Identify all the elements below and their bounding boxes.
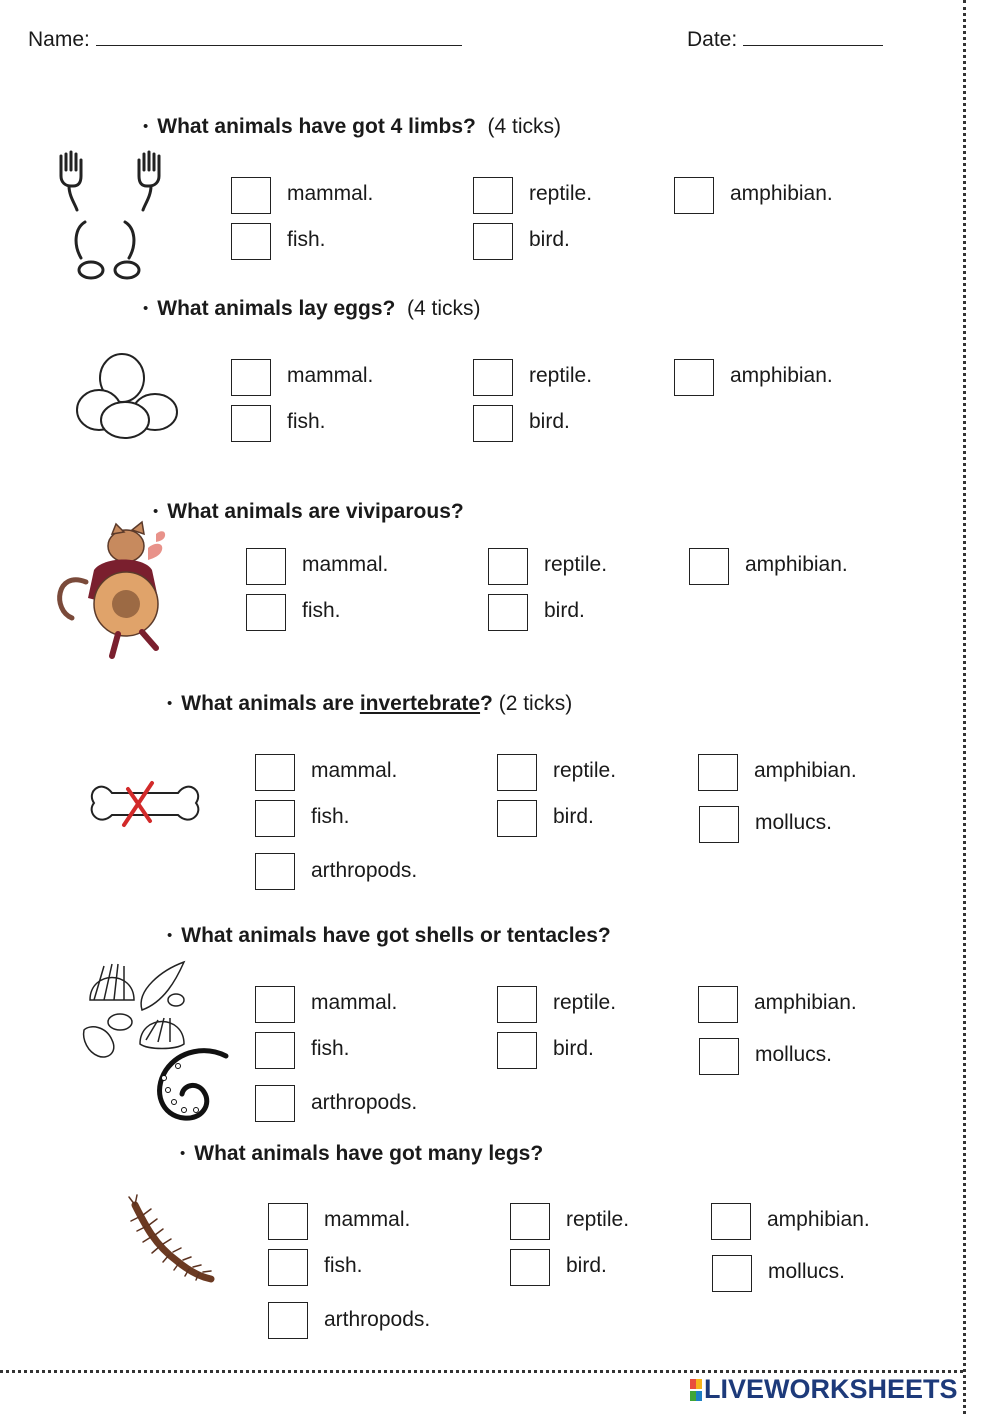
question-text-after: ?: [480, 692, 493, 715]
q4-label-mollucs: mollucs.: [755, 811, 833, 834]
q5-label-fish: fish.: [311, 1037, 350, 1060]
q3-label-fish: fish.: [302, 599, 341, 622]
q3-label-mammal: mammal.: [302, 553, 389, 576]
q6-label-amphibian: amphibian.: [767, 1208, 870, 1231]
q6-label-mammal: mammal.: [324, 1208, 411, 1231]
q6-label-reptile: reptile.: [566, 1208, 630, 1231]
q4-label-amphibian: amphibian.: [754, 759, 857, 782]
centipede-icon: [125, 1195, 220, 1290]
q6-checkbox-bird[interactable]: [510, 1249, 550, 1286]
q2-label-reptile: reptile.: [529, 364, 593, 387]
q1-label-bird: bird.: [529, 228, 570, 251]
q3-label-amphibian: amphibian.: [745, 553, 848, 576]
q5-label-mollucs: mollucs.: [755, 1043, 833, 1066]
q2-checkbox-reptile[interactable]: [473, 359, 513, 396]
question-3: • What animals are viviparous?: [153, 500, 464, 523]
q4-checkbox-amphibian[interactable]: [698, 754, 738, 791]
q2-checkbox-amphibian[interactable]: [674, 359, 714, 396]
q2-label-mammal: mammal.: [287, 364, 374, 387]
question-1: • What animals have got 4 limbs? (4 ticks): [143, 115, 562, 138]
question-text: What animals have got shells or tentacles?: [181, 924, 611, 947]
q2-label-bird: bird.: [529, 410, 570, 433]
q4-label-arthropods: arthropods.: [311, 859, 418, 882]
q6-checkbox-arthropods[interactable]: [268, 1302, 308, 1339]
liveworksheets-logo[interactable]: [690, 1374, 958, 1405]
q2-checkbox-fish[interactable]: [231, 405, 271, 442]
q5-checkbox-mammal[interactable]: [255, 986, 295, 1023]
question-5: • What animals have got shells or tentacles?: [167, 924, 611, 947]
q6-checkbox-mollucs[interactable]: [712, 1255, 752, 1292]
q6-label-fish: fish.: [324, 1254, 363, 1277]
logo-text: LIVEWORKSHEETS: [704, 1374, 958, 1404]
q1-checkbox-fish[interactable]: [231, 223, 271, 260]
q1-label-mammal: mammal.: [287, 182, 374, 205]
question-text: What animals have got 4 limbs?: [157, 115, 476, 138]
q5-checkbox-arthropods[interactable]: [255, 1085, 295, 1122]
q6-label-mollucs: mollucs.: [768, 1260, 846, 1283]
question-4: • What animals are invertebrate? (2 ticks): [167, 692, 573, 715]
question-note: (4 ticks): [407, 297, 481, 320]
q4-checkbox-arthropods[interactable]: [255, 853, 295, 890]
question-6: • What animals have got many legs?: [180, 1142, 544, 1165]
q5-label-reptile: reptile.: [553, 991, 617, 1014]
q4-label-reptile: reptile.: [553, 759, 617, 782]
question-note: (2 ticks): [498, 692, 573, 715]
q3-checkbox-bird[interactable]: [488, 594, 528, 631]
q3-checkbox-fish[interactable]: [246, 594, 286, 631]
date-field[interactable]: [687, 28, 883, 52]
q5-label-arthropods: arthropods.: [311, 1091, 418, 1114]
q4-checkbox-reptile[interactable]: [497, 754, 537, 791]
q1-label-reptile: reptile.: [529, 182, 593, 205]
q1-checkbox-mammal[interactable]: [231, 177, 271, 214]
name-field[interactable]: [28, 28, 462, 52]
q3-checkbox-amphibian[interactable]: [689, 548, 729, 585]
logo-mark-icon: [690, 1378, 702, 1402]
question-text-before: What animals are: [181, 692, 360, 715]
q6-label-bird: bird.: [566, 1254, 607, 1277]
question-text: What animals lay eggs?: [157, 297, 396, 320]
q5-label-mammal: mammal.: [311, 991, 398, 1014]
q1-checkbox-amphibian[interactable]: [674, 177, 714, 214]
q3-label-reptile: reptile.: [544, 553, 608, 576]
pregnant-cat-icon: [56, 522, 181, 662]
q6-checkbox-fish[interactable]: [268, 1249, 308, 1286]
q6-checkbox-amphibian[interactable]: [711, 1203, 751, 1240]
page-border-bottom: [0, 1370, 963, 1373]
date-label: Date:: [687, 28, 738, 51]
q1-checkbox-bird[interactable]: [473, 223, 513, 260]
limbs-icon: [55, 150, 170, 285]
q6-checkbox-reptile[interactable]: [510, 1203, 550, 1240]
q4-checkbox-fish[interactable]: [255, 800, 295, 837]
question-text: What animals have got many legs?: [194, 1142, 544, 1165]
q3-checkbox-reptile[interactable]: [488, 548, 528, 585]
name-label: Name:: [28, 28, 90, 51]
q4-label-fish: fish.: [311, 805, 350, 828]
date-line[interactable]: [743, 45, 883, 46]
q1-checkbox-reptile[interactable]: [473, 177, 513, 214]
shells-tentacle-icon: [80, 960, 230, 1120]
crossed-bone-icon: [90, 775, 205, 835]
q3-checkbox-mammal[interactable]: [246, 548, 286, 585]
q5-checkbox-mollucs[interactable]: [699, 1038, 739, 1075]
q4-checkbox-mollucs[interactable]: [699, 806, 739, 843]
q1-label-amphibian: amphibian.: [730, 182, 833, 205]
q6-checkbox-mammal[interactable]: [268, 1203, 308, 1240]
eggs-icon: [75, 352, 180, 440]
q4-checkbox-bird[interactable]: [497, 800, 537, 837]
question-text-underlined: invertebrate: [359, 692, 481, 715]
q5-checkbox-bird[interactable]: [497, 1032, 537, 1069]
q4-label-bird: bird.: [553, 805, 594, 828]
q4-checkbox-mammal[interactable]: [255, 754, 295, 791]
question-2: • What animals lay eggs? (4 ticks): [143, 297, 481, 320]
question-note: (4 ticks): [487, 115, 562, 138]
q4-label-mammal: mammal.: [311, 759, 398, 782]
q2-label-amphibian: amphibian.: [730, 364, 833, 387]
q5-label-amphibian: amphibian.: [754, 991, 857, 1014]
page-border-right: [963, 0, 966, 1414]
q2-checkbox-mammal[interactable]: [231, 359, 271, 396]
q5-checkbox-fish[interactable]: [255, 1032, 295, 1069]
q2-label-fish: fish.: [287, 410, 326, 433]
q1-label-fish: fish.: [287, 228, 326, 251]
q2-checkbox-bird[interactable]: [473, 405, 513, 442]
q3-label-bird: bird.: [544, 599, 585, 622]
question-text: What animals are viviparous?: [167, 500, 464, 523]
q5-checkbox-amphibian[interactable]: [698, 986, 738, 1023]
name-line[interactable]: [96, 45, 462, 46]
q5-checkbox-reptile[interactable]: [497, 986, 537, 1023]
q6-label-arthropods: arthropods.: [324, 1308, 431, 1331]
q5-label-bird: bird.: [553, 1037, 594, 1060]
